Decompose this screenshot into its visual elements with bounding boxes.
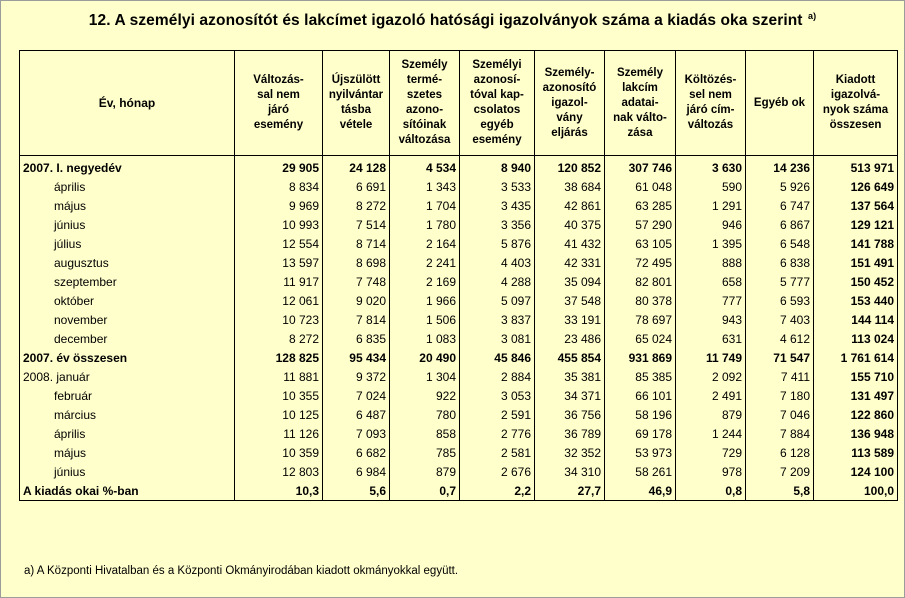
value-cell: 2 491: [676, 386, 746, 405]
header-line: Kiadott: [835, 74, 876, 86]
column-header: [535, 51, 605, 156]
value-cell: 27,7: [535, 481, 605, 501]
footnote: a) A Központi Hivatalban és a Központi Okmányirodában kiadott okmányokkal együtt.: [24, 565, 459, 577]
header-line: igazol-: [551, 96, 588, 109]
value-cell: 57 290: [605, 215, 676, 234]
value-cell: 5,8: [746, 481, 814, 501]
header-line: adatai-: [621, 96, 659, 109]
value-cell: 9 372: [323, 367, 390, 386]
header-line: Év, hónap: [98, 95, 156, 110]
row-label: 2007. év összesen: [20, 348, 235, 367]
value-cell: 1 291: [676, 196, 746, 215]
header-line: nyok száma: [822, 104, 889, 116]
value-cell: 42 861: [535, 196, 605, 215]
table-row: [20, 348, 898, 367]
value-cell: 11 749: [676, 348, 746, 367]
value-cell: 4 534: [390, 156, 460, 178]
total-cell: 113 589: [814, 443, 898, 462]
value-cell: 12 554: [235, 234, 323, 253]
value-cell: 7 046: [746, 405, 814, 424]
value-cell: 6 487: [323, 405, 390, 424]
row-label: május: [20, 196, 235, 215]
value-cell: 82 801: [605, 272, 676, 291]
value-cell: 4 612: [746, 329, 814, 348]
table-row: [20, 253, 898, 272]
header-line: változás: [687, 119, 734, 131]
column-header: [235, 51, 323, 156]
value-cell: 5 777: [746, 272, 814, 291]
value-cell: 69 178: [605, 424, 676, 443]
row-label: december: [20, 329, 235, 348]
table-row: [20, 310, 898, 329]
value-cell: 7 884: [746, 424, 814, 443]
header-line: Egyéb ok: [753, 96, 806, 109]
value-cell: 7 093: [323, 424, 390, 443]
value-cell: 5,6: [323, 481, 390, 501]
value-cell: 80 378: [605, 291, 676, 310]
value-cell: 58 261: [605, 462, 676, 481]
header-line: sel nem: [689, 89, 732, 101]
value-cell: 946: [676, 215, 746, 234]
value-cell: 11 917: [235, 272, 323, 291]
value-cell: 10 723: [235, 310, 323, 329]
value-cell: 8 940: [460, 156, 535, 178]
value-cell: 12 061: [235, 291, 323, 310]
value-cell: 1 395: [676, 234, 746, 253]
value-cell: 7 814: [323, 310, 390, 329]
value-cell: 1 244: [676, 424, 746, 443]
value-cell: 2 169: [390, 272, 460, 291]
table-row: [20, 386, 898, 405]
header-line: Személyi: [472, 59, 522, 71]
value-cell: 7 514: [323, 215, 390, 234]
value-cell: 7 403: [746, 310, 814, 329]
column-header: [323, 51, 390, 156]
header-year-month: [20, 51, 235, 156]
header-line: járó: [267, 104, 290, 116]
table-row: [20, 424, 898, 443]
value-cell: 943: [676, 310, 746, 329]
header-line: Személy: [616, 66, 664, 79]
value-cell: 3 356: [460, 215, 535, 234]
column-header: [676, 51, 746, 156]
value-cell: 729: [676, 443, 746, 462]
table-row: [20, 405, 898, 424]
value-cell: 34 310: [535, 462, 605, 481]
table-row: [20, 462, 898, 481]
value-cell: 6 984: [323, 462, 390, 481]
header-line: tóval kap-: [470, 89, 524, 101]
total-cell: 136 948: [814, 424, 898, 443]
value-cell: 0,7: [390, 481, 460, 501]
header-line: változása: [398, 134, 451, 146]
value-cell: 7 180: [746, 386, 814, 405]
page-title: [0, 11, 905, 30]
value-cell: 3 081: [460, 329, 535, 348]
value-cell: 35 381: [535, 367, 605, 386]
value-cell: 3 533: [460, 177, 535, 196]
header-line: igazolvá-: [830, 89, 881, 101]
header-line: csolatos: [473, 104, 521, 116]
value-cell: 38 684: [535, 177, 605, 196]
table-row: [20, 443, 898, 462]
value-cell: 10 125: [235, 405, 323, 424]
row-label: A kiadás okai %-ban: [20, 481, 235, 501]
value-cell: 37 548: [535, 291, 605, 310]
value-cell: 4 403: [460, 253, 535, 272]
value-cell: 53 973: [605, 443, 676, 462]
total-cell: 137 564: [814, 196, 898, 215]
value-cell: 3 837: [460, 310, 535, 329]
value-cell: 1 083: [390, 329, 460, 348]
value-cell: 85 385: [605, 367, 676, 386]
row-label: november: [20, 310, 235, 329]
value-cell: 71 547: [746, 348, 814, 367]
header-line: sítóinak: [402, 119, 447, 131]
value-cell: 12 803: [235, 462, 323, 481]
header-line: esemény: [472, 134, 522, 146]
header-line: Változás-: [253, 74, 304, 86]
row-label: június: [20, 462, 235, 481]
value-cell: 6 867: [746, 215, 814, 234]
total-cell: 100,0: [814, 481, 898, 501]
value-cell: 6 548: [746, 234, 814, 253]
value-cell: 5 097: [460, 291, 535, 310]
value-cell: 41 432: [535, 234, 605, 253]
value-cell: 455 854: [535, 348, 605, 367]
value-cell: 63 285: [605, 196, 676, 215]
value-cell: 3 630: [676, 156, 746, 178]
value-cell: 9 969: [235, 196, 323, 215]
title-footnote-marker: a): [807, 11, 817, 21]
header-line: azonosí-: [473, 74, 521, 86]
row-label: március: [20, 405, 235, 424]
table-row: [20, 156, 898, 178]
total-cell: 151 491: [814, 253, 898, 272]
value-cell: 10 355: [235, 386, 323, 405]
total-cell: 153 440: [814, 291, 898, 310]
row-label: április: [20, 177, 235, 196]
header-line: nyilvántar: [328, 89, 384, 101]
value-cell: 14 236: [746, 156, 814, 178]
value-cell: 72 495: [605, 253, 676, 272]
header-line: Személy-: [544, 66, 595, 79]
value-cell: 1 304: [390, 367, 460, 386]
value-cell: 780: [390, 405, 460, 424]
header-line: összesen: [829, 119, 882, 131]
value-cell: 3 053: [460, 386, 535, 405]
column-header: [605, 51, 676, 156]
header-line: Költözés-: [684, 74, 737, 86]
value-cell: 2 092: [676, 367, 746, 386]
value-cell: 2 241: [390, 253, 460, 272]
value-cell: 1 704: [390, 196, 460, 215]
value-cell: 10,3: [235, 481, 323, 501]
header-line: sal nem: [257, 89, 300, 101]
value-cell: 6 835: [323, 329, 390, 348]
value-cell: 2 776: [460, 424, 535, 443]
value-cell: 45 846: [460, 348, 535, 367]
row-label: 2007. I. negyedév: [20, 156, 235, 178]
value-cell: 1 966: [390, 291, 460, 310]
header-row: [20, 51, 898, 156]
value-cell: 7 024: [323, 386, 390, 405]
header-line: vány: [556, 111, 583, 124]
header-line: egyéb: [480, 119, 514, 131]
value-cell: 13 597: [235, 253, 323, 272]
row-label: szeptember: [20, 272, 235, 291]
value-cell: 4 288: [460, 272, 535, 291]
value-cell: 24 128: [323, 156, 390, 178]
value-cell: 0,8: [676, 481, 746, 501]
value-cell: 888: [676, 253, 746, 272]
total-cell: 150 452: [814, 272, 898, 291]
value-cell: 20 490: [390, 348, 460, 367]
row-label: június: [20, 215, 235, 234]
row-label: 2008. január: [20, 367, 235, 386]
value-cell: 2 591: [460, 405, 535, 424]
header-line: azonosító: [542, 81, 597, 94]
value-cell: 7 411: [746, 367, 814, 386]
value-cell: 34 371: [535, 386, 605, 405]
value-cell: 6 747: [746, 196, 814, 215]
value-cell: 6 593: [746, 291, 814, 310]
value-cell: 631: [676, 329, 746, 348]
value-cell: 7 209: [746, 462, 814, 481]
total-cell: 122 860: [814, 405, 898, 424]
value-cell: 95 434: [323, 348, 390, 367]
header-line: járó cím-: [686, 104, 735, 116]
row-label: február: [20, 386, 235, 405]
row-label: április: [20, 424, 235, 443]
value-cell: 1 343: [390, 177, 460, 196]
value-cell: 8 714: [323, 234, 390, 253]
value-cell: 32 352: [535, 443, 605, 462]
table-body: [20, 156, 898, 501]
value-cell: 785: [390, 443, 460, 462]
value-cell: 9 020: [323, 291, 390, 310]
value-cell: 6 691: [323, 177, 390, 196]
value-cell: 66 101: [605, 386, 676, 405]
value-cell: 978: [676, 462, 746, 481]
row-label: május: [20, 443, 235, 462]
value-cell: 42 331: [535, 253, 605, 272]
header-line: termé-: [406, 74, 443, 86]
value-cell: 61 048: [605, 177, 676, 196]
row-label: július: [20, 234, 235, 253]
table-row: [20, 234, 898, 253]
total-cell: 113 024: [814, 329, 898, 348]
value-cell: 2 884: [460, 367, 535, 386]
value-cell: 777: [676, 291, 746, 310]
value-cell: 1 506: [390, 310, 460, 329]
value-cell: 29 905: [235, 156, 323, 178]
value-cell: 120 852: [535, 156, 605, 178]
value-cell: 10 993: [235, 215, 323, 234]
data-table: [19, 50, 898, 501]
value-cell: 2,2: [460, 481, 535, 501]
header-line: nak válto-: [613, 111, 667, 124]
header-line: tásba: [340, 104, 372, 116]
value-cell: 40 375: [535, 215, 605, 234]
total-cell: 141 788: [814, 234, 898, 253]
total-cell: 131 497: [814, 386, 898, 405]
value-cell: 10 359: [235, 443, 323, 462]
header-line: eljárás: [551, 126, 588, 139]
column-header: [814, 51, 898, 156]
value-cell: 11 881: [235, 367, 323, 386]
value-cell: 63 105: [605, 234, 676, 253]
value-cell: 35 094: [535, 272, 605, 291]
title-text: 12. A személyi azonosítót és lakcímet igazoló hatósági igazolványok száma a kiadás oka szerint: [88, 12, 803, 29]
value-cell: 8 698: [323, 253, 390, 272]
total-cell: 155 710: [814, 367, 898, 386]
header-line: Személy: [401, 59, 448, 71]
value-cell: 922: [390, 386, 460, 405]
header-line: azono-: [405, 104, 444, 116]
value-cell: 78 697: [605, 310, 676, 329]
table-row: [20, 481, 898, 501]
value-cell: 8 272: [323, 196, 390, 215]
total-cell: 513 971: [814, 156, 898, 178]
total-cell: 144 114: [814, 310, 898, 329]
value-cell: 858: [390, 424, 460, 443]
value-cell: 2 164: [390, 234, 460, 253]
table-row: [20, 329, 898, 348]
value-cell: 1 780: [390, 215, 460, 234]
value-cell: 58 196: [605, 405, 676, 424]
total-cell: 1 761 614: [814, 348, 898, 367]
table-row: [20, 196, 898, 215]
table-row: [20, 215, 898, 234]
header-line: esemény: [253, 119, 304, 131]
value-cell: 879: [676, 405, 746, 424]
total-cell: 129 121: [814, 215, 898, 234]
table-row: [20, 367, 898, 386]
header-line: szetes: [406, 89, 443, 101]
table-row: [20, 291, 898, 310]
value-cell: 23 486: [535, 329, 605, 348]
value-cell: 33 191: [535, 310, 605, 329]
value-cell: 658: [676, 272, 746, 291]
value-cell: 5 876: [460, 234, 535, 253]
column-header: [460, 51, 535, 156]
value-cell: 2 581: [460, 443, 535, 462]
value-cell: 879: [390, 462, 460, 481]
value-cell: 11 126: [235, 424, 323, 443]
value-cell: 46,9: [605, 481, 676, 501]
value-cell: 36 789: [535, 424, 605, 443]
column-header: [390, 51, 460, 156]
value-cell: 3 435: [460, 196, 535, 215]
value-cell: 590: [676, 177, 746, 196]
table-row: [20, 177, 898, 196]
header-line: lakcím: [622, 81, 658, 94]
total-cell: 124 100: [814, 462, 898, 481]
value-cell: 8 834: [235, 177, 323, 196]
value-cell: 128 825: [235, 348, 323, 367]
value-cell: 6 682: [323, 443, 390, 462]
total-cell: 126 649: [814, 177, 898, 196]
column-header: [746, 51, 814, 156]
value-cell: 931 869: [605, 348, 676, 367]
value-cell: 5 926: [746, 177, 814, 196]
value-cell: 2 676: [460, 462, 535, 481]
value-cell: 8 272: [235, 329, 323, 348]
header-line: Újszülött: [331, 74, 381, 86]
value-cell: 36 756: [535, 405, 605, 424]
value-cell: 6 128: [746, 443, 814, 462]
row-label: augusztus: [20, 253, 235, 272]
value-cell: 6 838: [746, 253, 814, 272]
value-cell: 7 748: [323, 272, 390, 291]
table-row: [20, 272, 898, 291]
header-line: zása: [627, 126, 653, 139]
header-line: vétele: [339, 119, 373, 131]
value-cell: 307 746: [605, 156, 676, 178]
value-cell: 65 024: [605, 329, 676, 348]
row-label: október: [20, 291, 235, 310]
